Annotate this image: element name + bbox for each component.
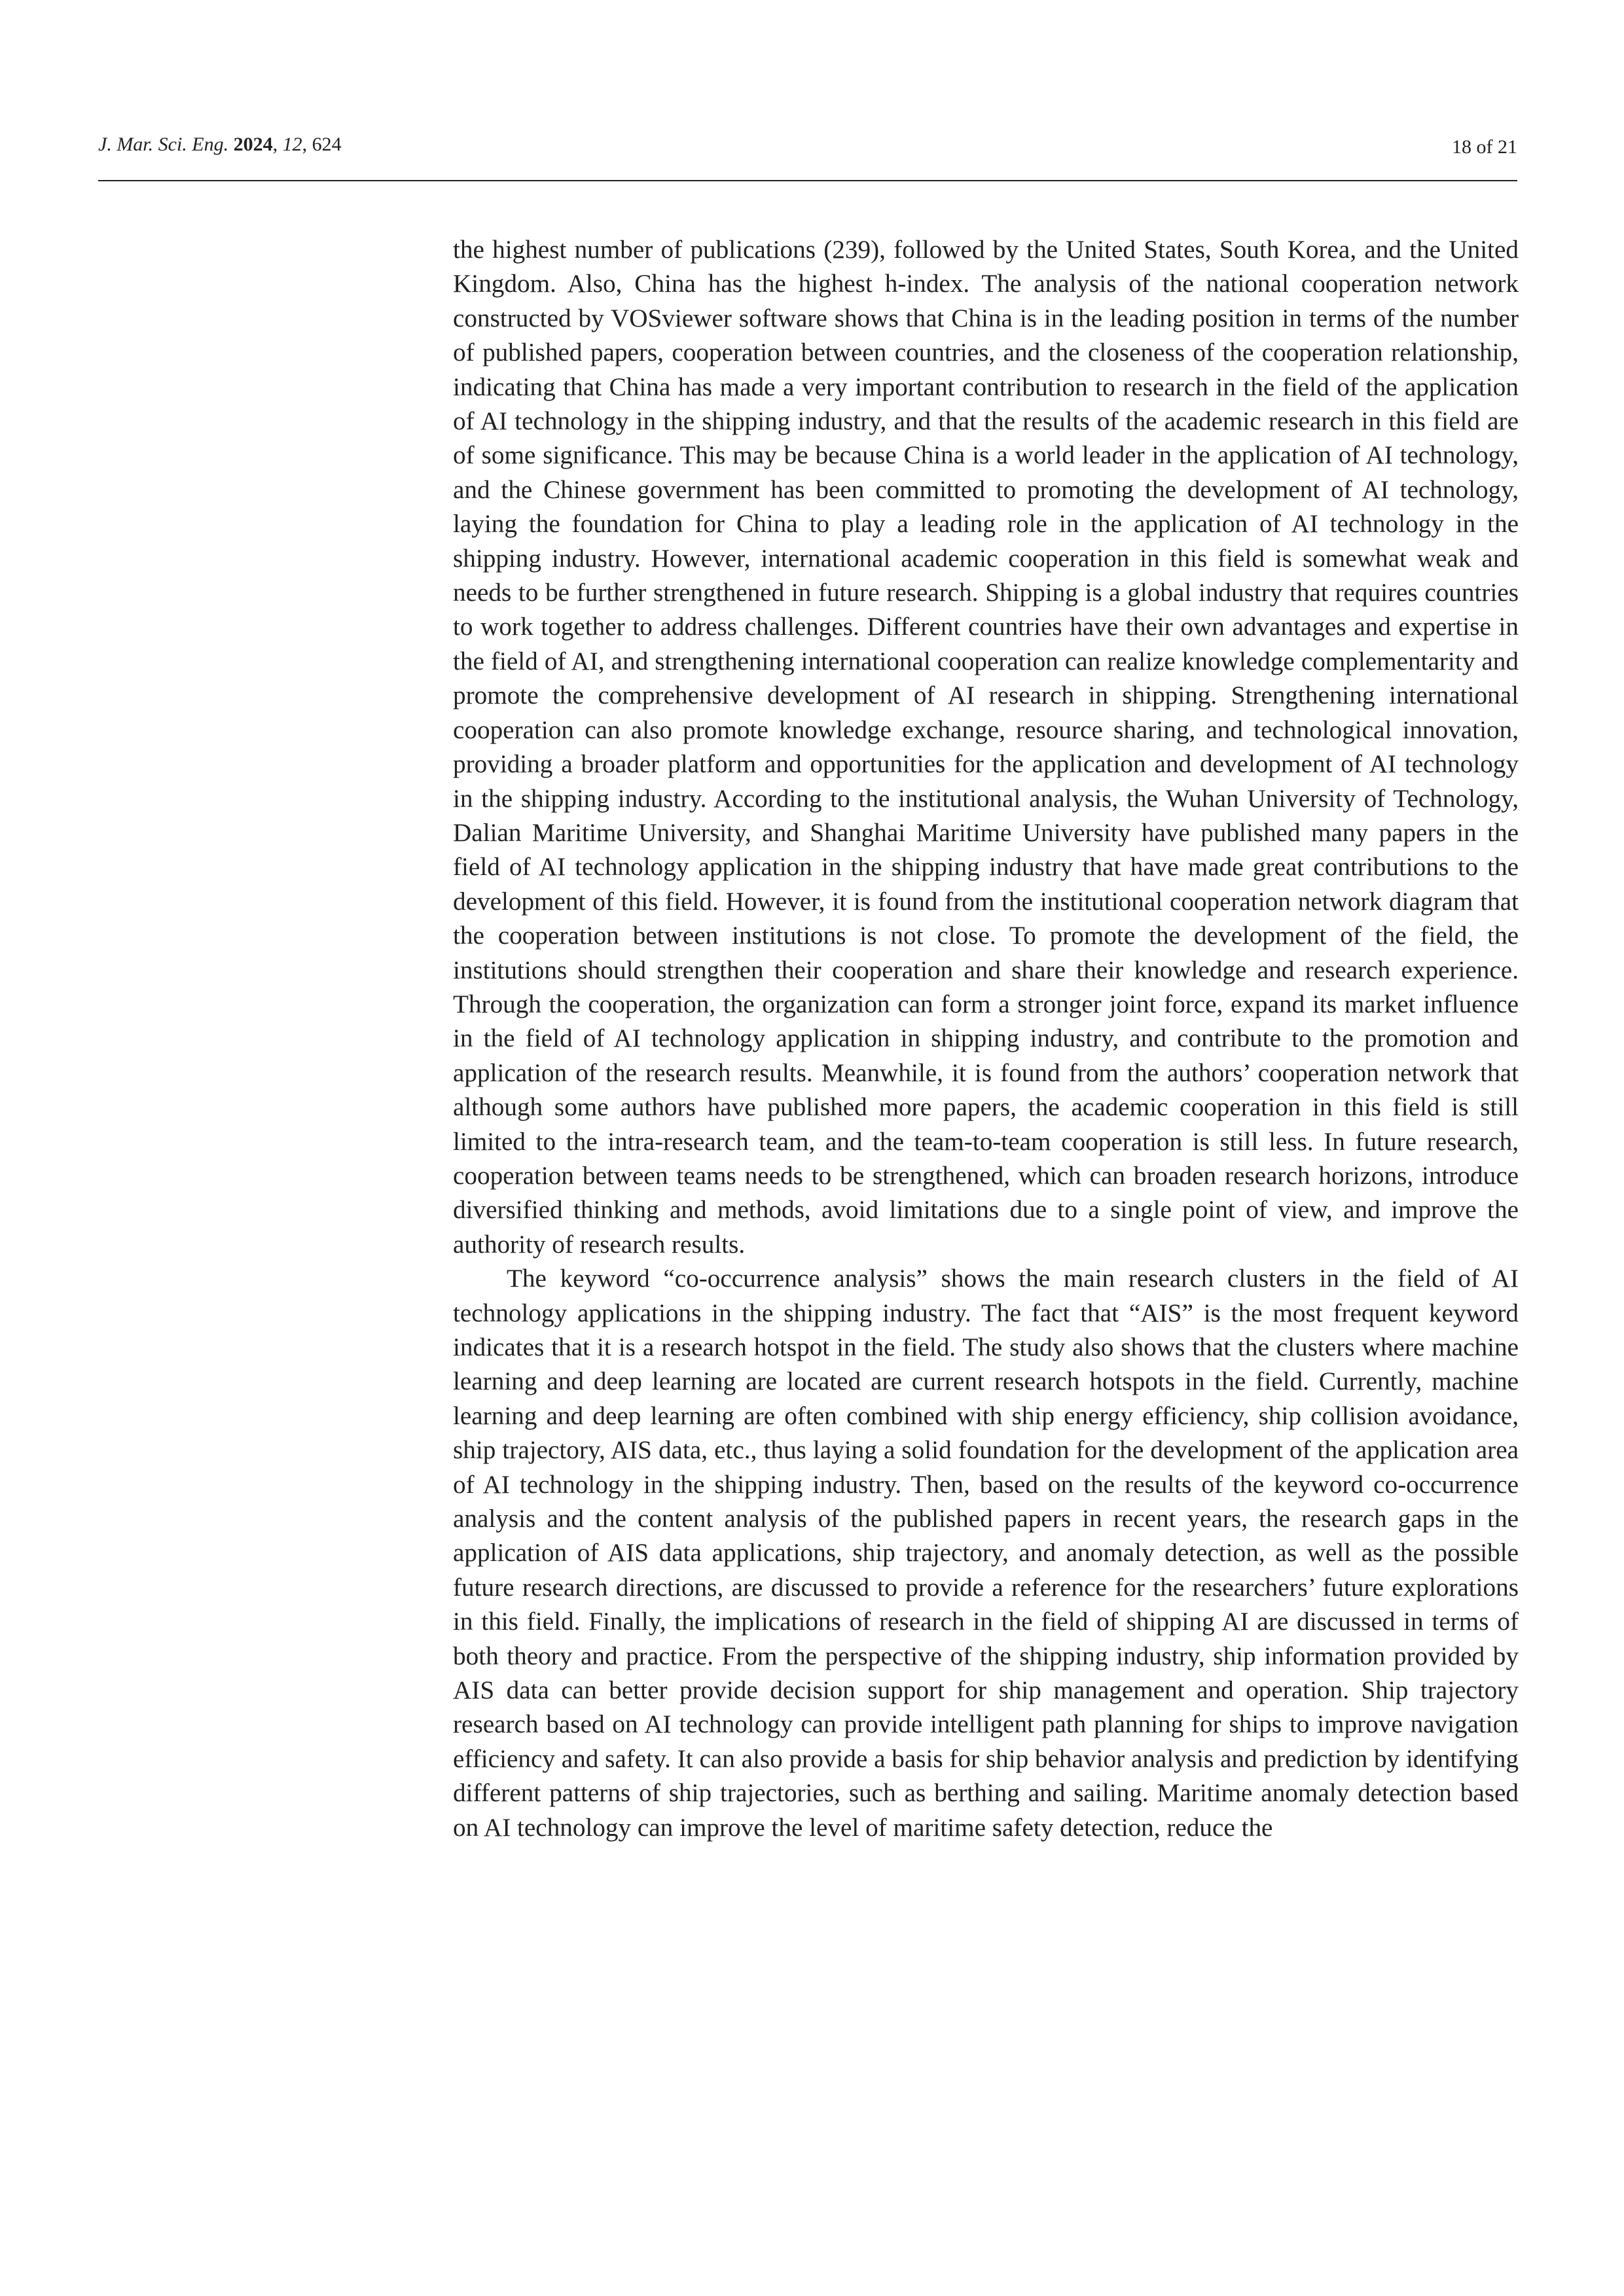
page-header	[98, 134, 1517, 179]
header-rule	[98, 180, 1517, 181]
paragraph-continuation: the highest number of publications (239), followed by the United States, South Korea, and the United Kingdom. Also, China has the highest h-index. The analysis of the national cooperation network constructed by VOSviewer software shows that China is in the leading position in terms of the number of published papers, cooperation between countries, and the closeness of the cooperation relationship, indicating that China has made a very important contribution to research in the field of the application of AI technology in the shipping industry, and that the results of the academic research in this field are of some significance. This may be because China is a world leader in the application of AI technology, and the Chinese government has been committed to promoting the development of AI technology, laying the foundation for China to play a leading role in the application of AI technology in the shipping industry. However, international academic cooperation in this field is somewhat weak and needs to be further strengthened in future research. Shipping is a global industry that requires countries to work together to address challenges. Different countries have their own advantages and expertise in the field of AI, and strengthening international cooperation can realize knowledge complementarity and promote the comprehensive development of AI research in shipping. Strengthening international cooperation can also promote knowledge exchange, resource sharing, and technological innovation, providing a broader platform and opportunities for the application and development of AI technology in the shipping industry. According to the institutional analysis, the Wuhan University of Technology, Dalian Maritime University, and Shanghai Maritime University have published many papers in the field of AI technology application in the shipping industry that have made great contributions to the development of this field. However, it is found from the institutional cooperation network diagram that the cooperation between institutions is not close. To promote the development of the field, the institutions should strengthen their cooperation and share their knowledge and research experience. Through the cooperation, the organization can form a stronger joint force, expand its market influence in the field of AI technology application in shipping industry, and contribute to the promotion and application of the research results. Meanwhile, it is found from the authors’ cooperation network that although some authors have published more papers, the academic cooperation in this field is still limited to the intra-research team, and the team-to-team cooperation is still less. In future research, cooperation between teams needs to be strengthened, which can broaden research horizons, introduce diversified thinking and methods, avoid limitations due to a single point of view, and improve the authority of research results.	[453, 236, 1519, 1259]
paragraph-keyword-analysis: The keyword “co-occurrence analysis” shows the main research clusters in the field of AI technology applications in the shipping industry. The fact that “AIS” is the most frequent keyword indicates that it is a research hotspot in the field. The study also shows that the clusters where machine learning and deep learning are located are current research hotspots in the field. Currently, machine learning and deep learning are often combined with ship energy efficiency, ship collision avoidance, ship trajectory, AIS data, etc., thus laying a solid foundation for the development of the application area of AI technology in the shipping industry. Then, based on the results of the keyword co-occurrence analysis and the content analysis of the published papers in recent years, the research gaps in the application of AIS data applications, ship trajectory, and anomaly detection, as well as the possible future research directions, are discussed to provide a reference for the researchers’ future explorations in this field. Finally, the implications of research in the field of shipping AI are discussed in terms of both theory and practice. From the perspective of the shipping industry, ship information provided by AIS data can better provide decision support for ship management and operation. Ship trajectory research based on AI technology can provide intelligent path planning for ships to improve navigation efficiency and safety. It can also provide a basis for ship behavior analysis and prediction by identifying different patterns of ship trajectories, such as berthing and sailing. Maritime anomaly detection based on AI technology can improve the level of maritime safety detection, reduce the	[453, 1265, 1519, 1842]
page-number: 18 of 21	[1452, 136, 1517, 158]
journal-citation: J. Mar. Sci. Eng. 2024, 12, 624	[98, 134, 342, 155]
journal-abbreviation: J. Mar. Sci. Eng.	[98, 134, 229, 155]
article-number: 624	[312, 134, 342, 155]
journal-volume: 12	[282, 134, 302, 155]
main-text	[453, 233, 1519, 1845]
journal-year: 2024	[233, 134, 273, 155]
